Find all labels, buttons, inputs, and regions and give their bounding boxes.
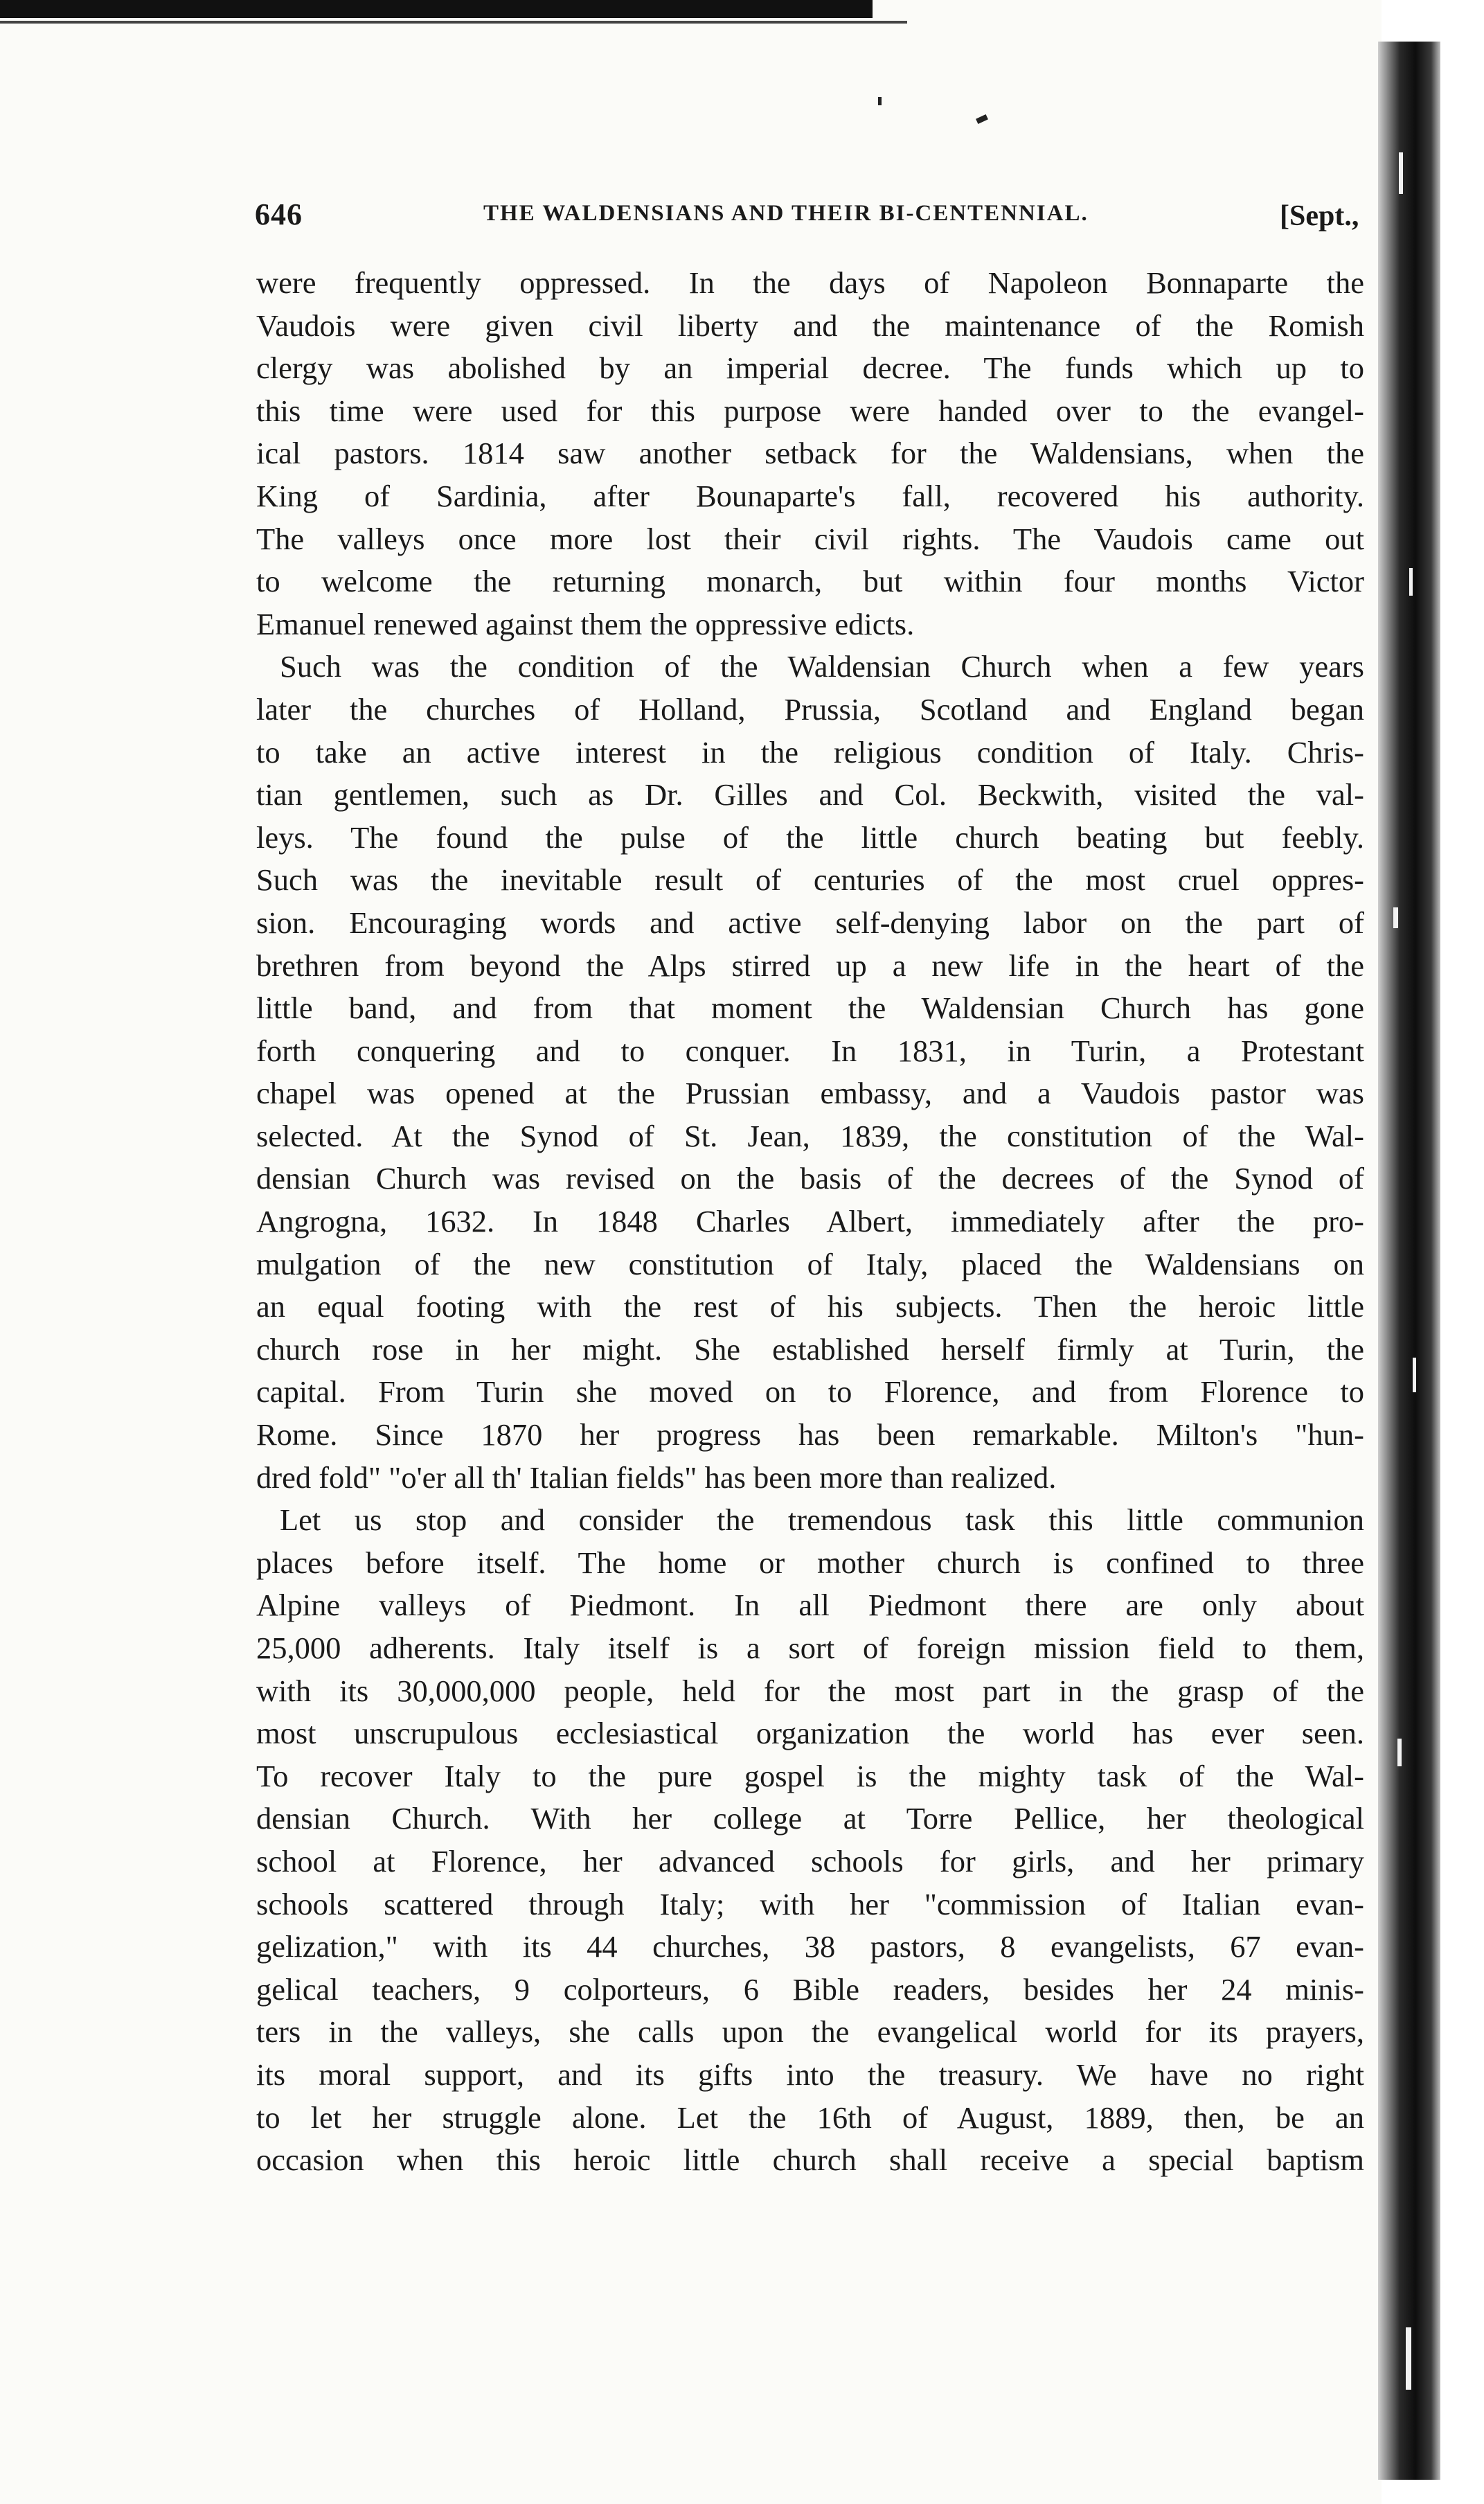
text-line: its moral support, and its gifts into the treasury. We have no right	[256, 2057, 1364, 2092]
text-line: to let her struggle alone. Let the 16th of August, 1889, then, be an	[256, 2099, 1364, 2135]
text-line: capital. From Turin she moved on to Florence, and from Florence to	[256, 1374, 1364, 1410]
text-line: The valleys once more lost their civil rights. The Vaudois came out	[256, 521, 1364, 556]
text-line: schools scattered through Italy; with her "commission of Italian evan-	[256, 1886, 1364, 1921]
text-line: chapel was opened at the Prussian embassy, and a Vaudois pastor was	[256, 1076, 1364, 1111]
running-head: THE WALDENSIANS AND THEIR BI-CENTENNIAL.	[483, 201, 1089, 226]
text-line: forth conquering and to conquer. In 1831, in Turin, a Protestant	[256, 1033, 1364, 1068]
text-line: dred fold" "o'er all th' Italian fields" has been more than realized.	[256, 1459, 1057, 1495]
text-line: places before itself. The home or mother church is confined to three	[256, 1545, 1364, 1580]
text-line: gelical teachers, 9 colporteurs, 6 Bible readers, besides her 24 minis-	[256, 1971, 1364, 2007]
binding-scratch	[1399, 152, 1403, 194]
text-line: to welcome the returning monarch, but within four months Victor	[256, 564, 1364, 599]
text-line: leys. The found the pulse of the little church beating but feebly.	[256, 819, 1364, 855]
text-line: this time were used for this purpose were handed over to the evangel-	[256, 393, 1364, 428]
text-line: most unscrupulous ecclesiastical organization the world has ever seen.	[256, 1716, 1364, 1751]
text-line: Alpine valleys of Piedmont. In all Piedmont there are only about	[256, 1588, 1364, 1623]
book-binding-edge	[1378, 42, 1440, 2480]
page-number: 646	[255, 197, 303, 231]
text-line: ters in the valleys, she calls upon the evangelical world for its prayers,	[256, 2014, 1364, 2050]
top-border-thin-rule	[0, 21, 907, 24]
binding-scratch	[1409, 568, 1413, 596]
text-line: an equal footing with the rest of his subjects. Then the heroic little	[256, 1289, 1364, 1324]
text-line: were frequently oppressed. In the days of Napoleon Bonnaparte the	[256, 265, 1364, 300]
text-line: church rose in her might. She established herself firmly at Turin, the	[256, 1331, 1364, 1367]
text-line: to take an active interest in the religious condition of Italy. Chris-	[256, 734, 1364, 770]
article-body	[256, 262, 1364, 2182]
header-date-mark: [Sept.,	[1280, 200, 1359, 232]
text-line: sion. Encouraging words and active self-denying labor on the part of	[256, 905, 1364, 940]
text-line: gelization," with its 44 churches, 38 pastors, 8 evangelists, 67 evan-	[256, 1929, 1364, 1964]
text-line: occasion when this heroic little church shall receive a special baptism	[256, 2142, 1364, 2178]
text-line: Emanuel renewed against them the oppressive edicts.	[256, 606, 915, 641]
text-line: with its 30,000,000 people, held for the most part in the grasp of the	[256, 1673, 1364, 1708]
text-line: densian Church was revised on the basis of the decrees of the Synod of	[256, 1161, 1364, 1196]
text-line: brethren from beyond the Alps stirred up a new life in the heart of the	[256, 948, 1364, 983]
binding-scratch	[1397, 1739, 1402, 1766]
text-line: King of Sardinia, after Bounaparte's fall, recovered his authority.	[256, 478, 1364, 513]
text-line: 25,000 adherents. Italy itself is a sort of foreign mission field to them,	[256, 1631, 1364, 1665]
text-line: Angrogna, 1632. In 1848 Charles Albert, immediately after the pro-	[256, 1204, 1364, 1239]
text-line: school at Florence, her advanced schools for girls, and her primary	[256, 1843, 1364, 1879]
text-line: mulgation of the new constitution of Italy, placed the Waldensians on	[256, 1246, 1364, 1281]
text-line: Let us stop and consider the tremendous task this little communion	[280, 1502, 1364, 1538]
text-line: densian Church. With her college at Torre Pellice, her theological	[256, 1801, 1364, 1836]
text-line: Such was the condition of the Waldensian Church when a few years	[280, 649, 1364, 684]
top-border-rule	[0, 0, 873, 18]
text-line: tian gentlemen, such as Dr. Gilles and Col. Beckwith, visited the val-	[256, 777, 1364, 813]
text-line: Rome. Since 1870 her progress has been remarkable. Milton's "hun-	[256, 1417, 1364, 1453]
text-line: Vaudois were given civil liberty and the maintenance of the Romish	[256, 308, 1364, 343]
text-line: To recover Italy to the pure gospel is the mighty task of the Wal-	[256, 1758, 1364, 1793]
text-line: selected. At the Synod of St. Jean, 1839, the constitution of the Wal-	[256, 1118, 1364, 1153]
binding-scratch	[1413, 1358, 1416, 1392]
text-line: clergy was abolished by an imperial decree. The funds which up to	[256, 350, 1364, 386]
page-header	[255, 187, 1384, 242]
scan-speck	[878, 97, 882, 105]
text-line: little band, and from that moment the Waldensian Church has gone	[256, 991, 1364, 1026]
binding-scratch	[1393, 907, 1398, 928]
text-line: ical pastors. 1814 saw another setback for the Waldensians, when the	[256, 436, 1364, 471]
scan-speck	[976, 114, 988, 124]
binding-scratch	[1406, 2327, 1411, 2390]
text-line: Such was the inevitable result of centuries of the most cruel oppres-	[256, 862, 1364, 898]
text-line: later the churches of Holland, Prussia, Scotland and England began	[256, 691, 1364, 727]
